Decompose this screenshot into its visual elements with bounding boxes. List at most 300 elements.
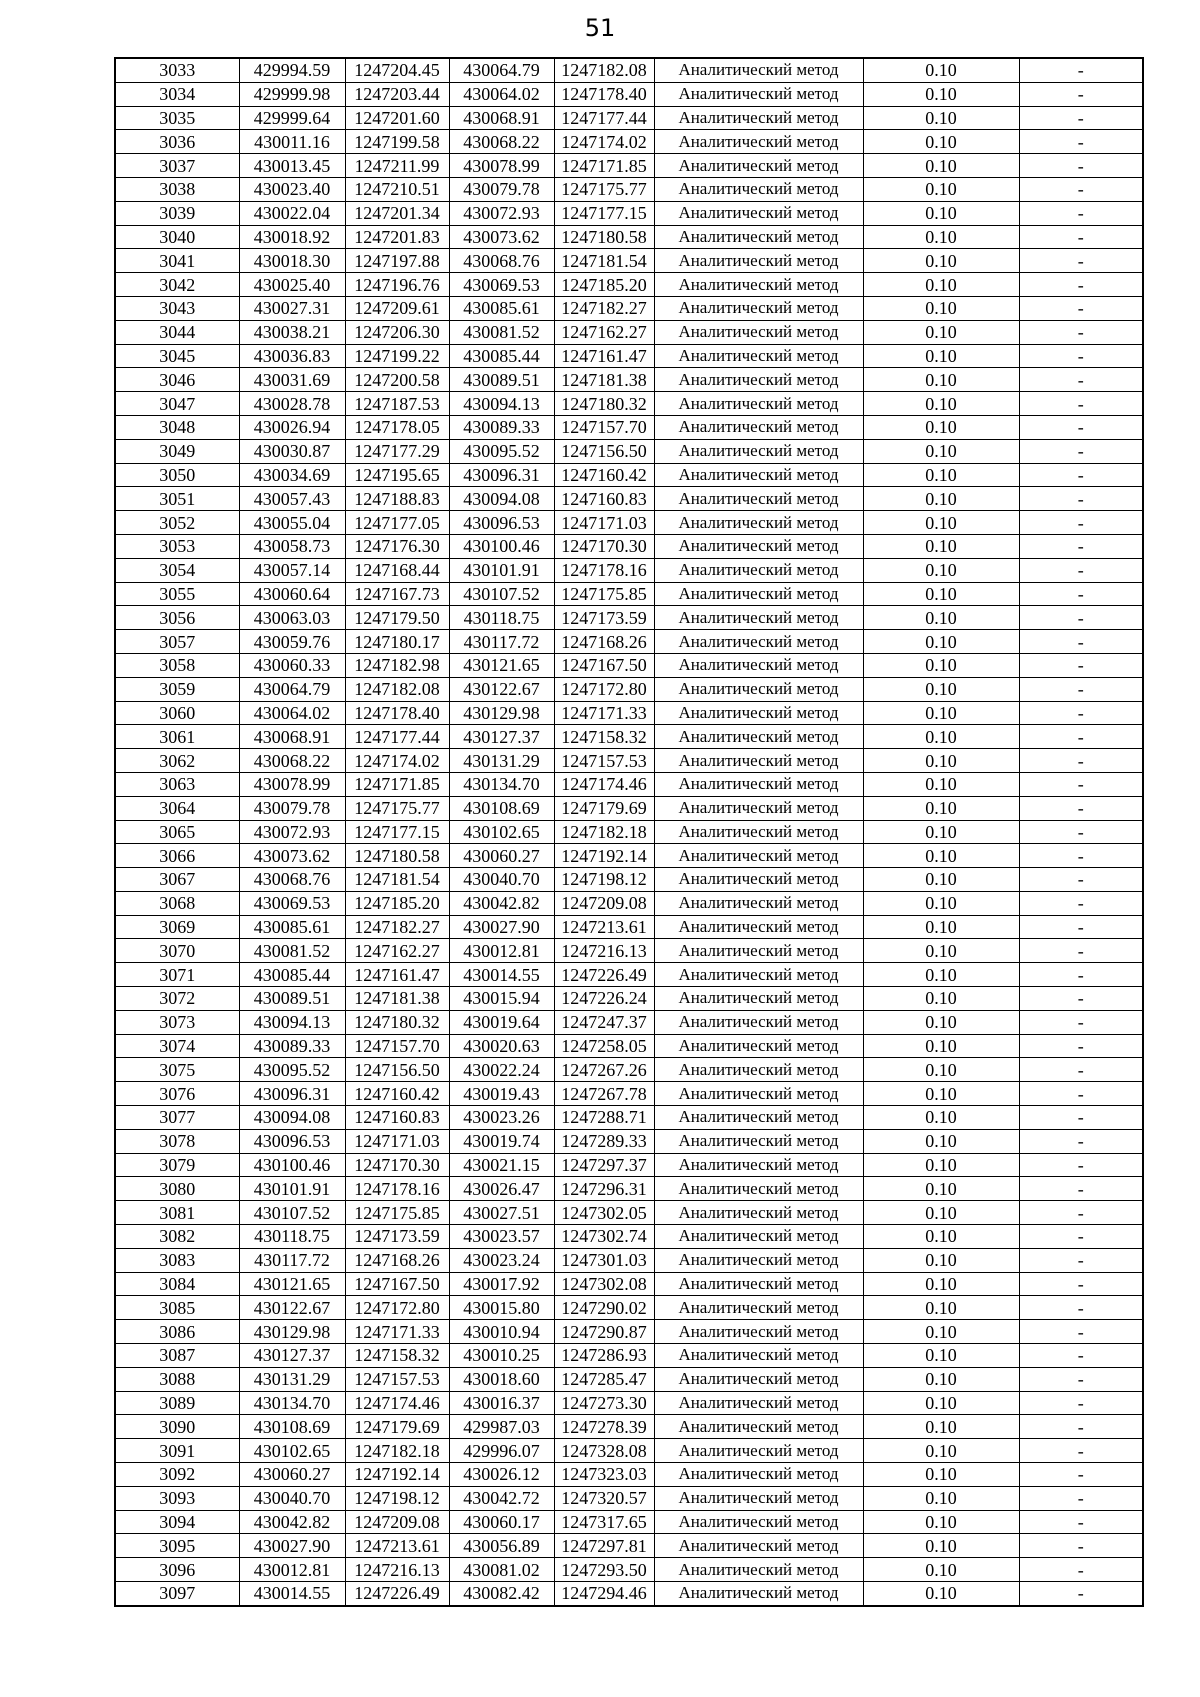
x2-cell: 430026.12 (449, 1463, 554, 1487)
x1-cell: 430026.94 (239, 415, 345, 439)
accuracy-cell: 0.10 (863, 1010, 1019, 1034)
note-cell: - (1019, 820, 1143, 844)
x1-cell: 430072.93 (239, 820, 345, 844)
note-cell: - (1019, 1510, 1143, 1534)
point-number-cell: 3052 (115, 511, 239, 535)
point-number-cell: 3090 (115, 1415, 239, 1439)
x2-cell: 430081.52 (449, 320, 554, 344)
x2-cell: 430072.93 (449, 201, 554, 225)
y2-cell: 1247328.08 (554, 1439, 654, 1463)
accuracy-cell: 0.10 (863, 1463, 1019, 1487)
table-row (115, 796, 1143, 820)
note-cell: - (1019, 1225, 1143, 1249)
table-row (115, 320, 1143, 344)
method-cell: Аналитический метод (654, 1225, 863, 1249)
x1-cell: 430096.53 (239, 1129, 345, 1153)
note-cell: - (1019, 725, 1143, 749)
note-cell: - (1019, 963, 1143, 987)
note-cell: - (1019, 749, 1143, 773)
x2-cell: 430085.44 (449, 344, 554, 368)
point-number-cell: 3086 (115, 1320, 239, 1344)
note-cell: - (1019, 1272, 1143, 1296)
point-number-cell: 3068 (115, 891, 239, 915)
table-row (115, 1058, 1143, 1082)
y2-cell: 1247185.20 (554, 273, 654, 297)
x1-cell: 430042.82 (239, 1510, 345, 1534)
point-number-cell: 3033 (115, 58, 239, 82)
point-number-cell: 3089 (115, 1391, 239, 1415)
y1-cell: 1247201.34 (345, 201, 449, 225)
point-number-cell: 3076 (115, 1082, 239, 1106)
y1-cell: 1247196.76 (345, 273, 449, 297)
y1-cell: 1247180.58 (345, 844, 449, 868)
accuracy-cell: 0.10 (863, 1034, 1019, 1058)
x2-cell: 430118.75 (449, 606, 554, 630)
method-cell: Аналитический метод (654, 701, 863, 725)
method-cell: Аналитический метод (654, 868, 863, 892)
method-cell: Аналитический метод (654, 1034, 863, 1058)
y1-cell: 1247178.05 (345, 415, 449, 439)
y2-cell: 1247297.81 (554, 1534, 654, 1558)
method-cell: Аналитический метод (654, 273, 863, 297)
x1-cell: 430131.29 (239, 1367, 345, 1391)
point-number-cell: 3095 (115, 1534, 239, 1558)
y1-cell: 1247175.77 (345, 796, 449, 820)
x2-cell: 430022.24 (449, 1058, 554, 1082)
x2-cell: 430095.52 (449, 439, 554, 463)
x1-cell: 430060.33 (239, 653, 345, 677)
accuracy-cell: 0.10 (863, 1367, 1019, 1391)
note-cell: - (1019, 1415, 1143, 1439)
y1-cell: 1247181.38 (345, 987, 449, 1011)
table-row (115, 177, 1143, 201)
accuracy-cell: 0.10 (863, 368, 1019, 392)
x1-cell: 430078.99 (239, 772, 345, 796)
note-cell: - (1019, 177, 1143, 201)
table-row (115, 201, 1143, 225)
method-cell: Аналитический метод (654, 201, 863, 225)
point-number-cell: 3065 (115, 820, 239, 844)
method-cell: Аналитический метод (654, 58, 863, 82)
method-cell: Аналитический метод (654, 1582, 863, 1606)
method-cell: Аналитический метод (654, 1248, 863, 1272)
x1-cell: 429999.98 (239, 82, 345, 106)
note-cell: - (1019, 439, 1143, 463)
table-row (115, 939, 1143, 963)
point-number-cell: 3091 (115, 1439, 239, 1463)
table-row (115, 844, 1143, 868)
x1-cell: 430122.67 (239, 1296, 345, 1320)
table-body (115, 58, 1143, 1606)
table-row (115, 1010, 1143, 1034)
method-cell: Аналитический метод (654, 725, 863, 749)
y1-cell: 1247177.29 (345, 439, 449, 463)
method-cell: Аналитический метод (654, 1010, 863, 1034)
y1-cell: 1247179.69 (345, 1415, 449, 1439)
y1-cell: 1247174.46 (345, 1391, 449, 1415)
table-row (115, 368, 1143, 392)
table-row (115, 963, 1143, 987)
y2-cell: 1247297.37 (554, 1153, 654, 1177)
y2-cell: 1247171.85 (554, 154, 654, 178)
method-cell: Аналитический метод (654, 1082, 863, 1106)
x2-cell: 430100.46 (449, 534, 554, 558)
note-cell: - (1019, 1153, 1143, 1177)
note-cell: - (1019, 511, 1143, 535)
y1-cell: 1247199.58 (345, 130, 449, 154)
y1-cell: 1247204.45 (345, 58, 449, 82)
note-cell: - (1019, 582, 1143, 606)
x2-cell: 430064.02 (449, 82, 554, 106)
y1-cell: 1247185.20 (345, 891, 449, 915)
y2-cell: 1247156.50 (554, 439, 654, 463)
accuracy-cell: 0.10 (863, 201, 1019, 225)
accuracy-cell: 0.10 (863, 772, 1019, 796)
x1-cell: 430118.75 (239, 1225, 345, 1249)
x2-cell: 430117.72 (449, 630, 554, 654)
table-row (115, 1486, 1143, 1510)
y2-cell: 1247273.30 (554, 1391, 654, 1415)
note-cell: - (1019, 1439, 1143, 1463)
y1-cell: 1247161.47 (345, 963, 449, 987)
x1-cell: 430073.62 (239, 844, 345, 868)
note-cell: - (1019, 653, 1143, 677)
table-row (115, 1534, 1143, 1558)
x1-cell: 429999.64 (239, 106, 345, 130)
method-cell: Аналитический метод (654, 1201, 863, 1225)
x1-cell: 430018.30 (239, 249, 345, 273)
x2-cell: 430027.90 (449, 915, 554, 939)
x2-cell: 430017.92 (449, 1272, 554, 1296)
x2-cell: 430068.91 (449, 106, 554, 130)
x2-cell: 430060.17 (449, 1510, 554, 1534)
point-number-cell: 3083 (115, 1248, 239, 1272)
x2-cell: 430023.24 (449, 1248, 554, 1272)
method-cell: Аналитический метод (654, 225, 863, 249)
method-cell: Аналитический метод (654, 844, 863, 868)
y2-cell: 1247293.50 (554, 1558, 654, 1582)
x1-cell: 430095.52 (239, 1058, 345, 1082)
table-row (115, 677, 1143, 701)
point-number-cell: 3039 (115, 201, 239, 225)
note-cell: - (1019, 249, 1143, 273)
method-cell: Аналитический метод (654, 939, 863, 963)
accuracy-cell: 0.10 (863, 558, 1019, 582)
note-cell: - (1019, 58, 1143, 82)
note-cell: - (1019, 1582, 1143, 1606)
table-row (115, 1582, 1143, 1606)
x2-cell: 430073.62 (449, 225, 554, 249)
point-number-cell: 3093 (115, 1486, 239, 1510)
table-row (115, 82, 1143, 106)
y2-cell: 1247180.58 (554, 225, 654, 249)
method-cell: Аналитический метод (654, 368, 863, 392)
point-number-cell: 3075 (115, 1058, 239, 1082)
accuracy-cell: 0.10 (863, 1534, 1019, 1558)
y1-cell: 1247179.50 (345, 606, 449, 630)
y1-cell: 1247157.70 (345, 1034, 449, 1058)
accuracy-cell: 0.10 (863, 1415, 1019, 1439)
y2-cell: 1247247.37 (554, 1010, 654, 1034)
accuracy-cell: 0.10 (863, 844, 1019, 868)
y2-cell: 1247170.30 (554, 534, 654, 558)
method-cell: Аналитический метод (654, 749, 863, 773)
note-cell: - (1019, 1558, 1143, 1582)
y1-cell: 1247197.88 (345, 249, 449, 273)
accuracy-cell: 0.10 (863, 463, 1019, 487)
point-number-cell: 3037 (115, 154, 239, 178)
y2-cell: 1247302.05 (554, 1201, 654, 1225)
y1-cell: 1247170.30 (345, 1153, 449, 1177)
accuracy-cell: 0.10 (863, 1344, 1019, 1368)
table-row (115, 820, 1143, 844)
y1-cell: 1247198.12 (345, 1486, 449, 1510)
accuracy-cell: 0.10 (863, 249, 1019, 273)
table-row (115, 1367, 1143, 1391)
x2-cell: 430085.61 (449, 296, 554, 320)
y1-cell: 1247211.99 (345, 154, 449, 178)
y2-cell: 1247157.53 (554, 749, 654, 773)
note-cell: - (1019, 1248, 1143, 1272)
x1-cell: 430100.46 (239, 1153, 345, 1177)
x1-cell: 430089.51 (239, 987, 345, 1011)
y1-cell: 1247172.80 (345, 1296, 449, 1320)
x1-cell: 430064.02 (239, 701, 345, 725)
table-row (115, 58, 1143, 82)
y2-cell: 1247296.31 (554, 1177, 654, 1201)
accuracy-cell: 0.10 (863, 82, 1019, 106)
y2-cell: 1247175.85 (554, 582, 654, 606)
x2-cell: 430134.70 (449, 772, 554, 796)
x1-cell: 430013.45 (239, 154, 345, 178)
method-cell: Аналитический метод (654, 772, 863, 796)
method-cell: Аналитический метод (654, 1344, 863, 1368)
table-row (115, 725, 1143, 749)
point-number-cell: 3044 (115, 320, 239, 344)
table-row (115, 344, 1143, 368)
accuracy-cell: 0.10 (863, 1201, 1019, 1225)
x1-cell: 430101.91 (239, 1177, 345, 1201)
note-cell: - (1019, 225, 1143, 249)
y1-cell: 1247209.61 (345, 296, 449, 320)
accuracy-cell: 0.10 (863, 106, 1019, 130)
x2-cell: 430026.47 (449, 1177, 554, 1201)
y2-cell: 1247213.61 (554, 915, 654, 939)
note-cell: - (1019, 1296, 1143, 1320)
method-cell: Аналитический метод (654, 1558, 863, 1582)
x2-cell: 430023.26 (449, 1106, 554, 1130)
method-cell: Аналитический метод (654, 1129, 863, 1153)
page-number: 51 (584, 14, 616, 42)
accuracy-cell: 0.10 (863, 130, 1019, 154)
point-number-cell: 3040 (115, 225, 239, 249)
table-row (115, 1153, 1143, 1177)
note-cell: - (1019, 106, 1143, 130)
y1-cell: 1247156.50 (345, 1058, 449, 1082)
x1-cell: 430030.87 (239, 439, 345, 463)
x1-cell: 430059.76 (239, 630, 345, 654)
y2-cell: 1247317.65 (554, 1510, 654, 1534)
method-cell: Аналитический метод (654, 154, 863, 178)
x2-cell: 430102.65 (449, 820, 554, 844)
x2-cell: 430068.76 (449, 249, 554, 273)
method-cell: Аналитический метод (654, 415, 863, 439)
note-cell: - (1019, 844, 1143, 868)
point-number-cell: 3079 (115, 1153, 239, 1177)
x1-cell: 430068.76 (239, 868, 345, 892)
y1-cell: 1247199.22 (345, 344, 449, 368)
x2-cell: 430129.98 (449, 701, 554, 725)
x2-cell: 430078.99 (449, 154, 554, 178)
x1-cell: 430063.03 (239, 606, 345, 630)
point-number-cell: 3041 (115, 249, 239, 273)
x1-cell: 430068.91 (239, 725, 345, 749)
x1-cell: 430014.55 (239, 1582, 345, 1606)
y1-cell: 1247195.65 (345, 463, 449, 487)
x2-cell: 430027.51 (449, 1201, 554, 1225)
table-row (115, 154, 1143, 178)
x2-cell: 430020.63 (449, 1034, 554, 1058)
accuracy-cell: 0.10 (863, 1582, 1019, 1606)
x1-cell: 430079.78 (239, 796, 345, 820)
x1-cell: 430057.43 (239, 487, 345, 511)
x2-cell: 430069.53 (449, 273, 554, 297)
y2-cell: 1247177.15 (554, 201, 654, 225)
table-row (115, 1510, 1143, 1534)
point-number-cell: 3045 (115, 344, 239, 368)
x1-cell: 430068.22 (239, 749, 345, 773)
note-cell: - (1019, 1367, 1143, 1391)
table-row (115, 225, 1143, 249)
y2-cell: 1247192.14 (554, 844, 654, 868)
x2-cell: 430015.94 (449, 987, 554, 1011)
table-row (115, 1296, 1143, 1320)
accuracy-cell: 0.10 (863, 225, 1019, 249)
accuracy-cell: 0.10 (863, 1510, 1019, 1534)
method-cell: Аналитический метод (654, 796, 863, 820)
point-number-cell: 3064 (115, 796, 239, 820)
y1-cell: 1247200.58 (345, 368, 449, 392)
table-row (115, 130, 1143, 154)
table-row (115, 1177, 1143, 1201)
method-cell: Аналитический метод (654, 249, 863, 273)
y1-cell: 1247177.05 (345, 511, 449, 535)
x1-cell: 430096.31 (239, 1082, 345, 1106)
method-cell: Аналитический метод (654, 439, 863, 463)
coordinates-table (114, 57, 1144, 1607)
table-row (115, 606, 1143, 630)
y2-cell: 1247174.46 (554, 772, 654, 796)
method-cell: Аналитический метод (654, 534, 863, 558)
note-cell: - (1019, 1034, 1143, 1058)
x2-cell: 430056.89 (449, 1534, 554, 1558)
point-number-cell: 3066 (115, 844, 239, 868)
method-cell: Аналитический метод (654, 511, 863, 535)
point-number-cell: 3048 (115, 415, 239, 439)
table-row (115, 1558, 1143, 1582)
table-row (115, 106, 1143, 130)
point-number-cell: 3087 (115, 1344, 239, 1368)
point-number-cell: 3080 (115, 1177, 239, 1201)
point-number-cell: 3054 (115, 558, 239, 582)
method-cell: Аналитический метод (654, 296, 863, 320)
y2-cell: 1247158.32 (554, 725, 654, 749)
point-number-cell: 3067 (115, 868, 239, 892)
table-row (115, 439, 1143, 463)
table-row (115, 868, 1143, 892)
note-cell: - (1019, 987, 1143, 1011)
note-cell: - (1019, 82, 1143, 106)
accuracy-cell: 0.10 (863, 1486, 1019, 1510)
accuracy-cell: 0.10 (863, 320, 1019, 344)
note-cell: - (1019, 1344, 1143, 1368)
x2-cell: 430089.51 (449, 368, 554, 392)
table-row (115, 1129, 1143, 1153)
y2-cell: 1247267.26 (554, 1058, 654, 1082)
x1-cell: 430108.69 (239, 1415, 345, 1439)
x2-cell: 430089.33 (449, 415, 554, 439)
table-row (115, 1225, 1143, 1249)
note-cell: - (1019, 939, 1143, 963)
y2-cell: 1247178.40 (554, 82, 654, 106)
x1-cell: 430057.14 (239, 558, 345, 582)
accuracy-cell: 0.10 (863, 1558, 1019, 1582)
point-number-cell: 3072 (115, 987, 239, 1011)
note-cell: - (1019, 1106, 1143, 1130)
point-number-cell: 3069 (115, 915, 239, 939)
y1-cell: 1247168.44 (345, 558, 449, 582)
point-number-cell: 3096 (115, 1558, 239, 1582)
note-cell: - (1019, 701, 1143, 725)
method-cell: Аналитический метод (654, 630, 863, 654)
note-cell: - (1019, 130, 1143, 154)
y1-cell: 1247226.49 (345, 1582, 449, 1606)
method-cell: Аналитический метод (654, 392, 863, 416)
y2-cell: 1247226.24 (554, 987, 654, 1011)
x1-cell: 430012.81 (239, 1558, 345, 1582)
note-cell: - (1019, 558, 1143, 582)
x1-cell: 430027.31 (239, 296, 345, 320)
y2-cell: 1247173.59 (554, 606, 654, 630)
y2-cell: 1247226.49 (554, 963, 654, 987)
y1-cell: 1247178.40 (345, 701, 449, 725)
y2-cell: 1247172.80 (554, 677, 654, 701)
accuracy-cell: 0.10 (863, 177, 1019, 201)
x1-cell: 430023.40 (239, 177, 345, 201)
accuracy-cell: 0.10 (863, 1225, 1019, 1249)
method-cell: Аналитический метод (654, 177, 863, 201)
point-number-cell: 3061 (115, 725, 239, 749)
x1-cell: 430089.33 (239, 1034, 345, 1058)
table-row (115, 582, 1143, 606)
y1-cell: 1247157.53 (345, 1367, 449, 1391)
x2-cell: 430094.13 (449, 392, 554, 416)
x1-cell: 430055.04 (239, 511, 345, 535)
table-row (115, 1439, 1143, 1463)
table-row (115, 749, 1143, 773)
x1-cell: 430040.70 (239, 1486, 345, 1510)
x2-cell: 430060.27 (449, 844, 554, 868)
x2-cell: 430081.02 (449, 1558, 554, 1582)
table-row (115, 487, 1143, 511)
accuracy-cell: 0.10 (863, 344, 1019, 368)
point-number-cell: 3092 (115, 1463, 239, 1487)
note-cell: - (1019, 201, 1143, 225)
accuracy-cell: 0.10 (863, 1296, 1019, 1320)
point-number-cell: 3074 (115, 1034, 239, 1058)
accuracy-cell: 0.10 (863, 891, 1019, 915)
table-row (115, 1248, 1143, 1272)
